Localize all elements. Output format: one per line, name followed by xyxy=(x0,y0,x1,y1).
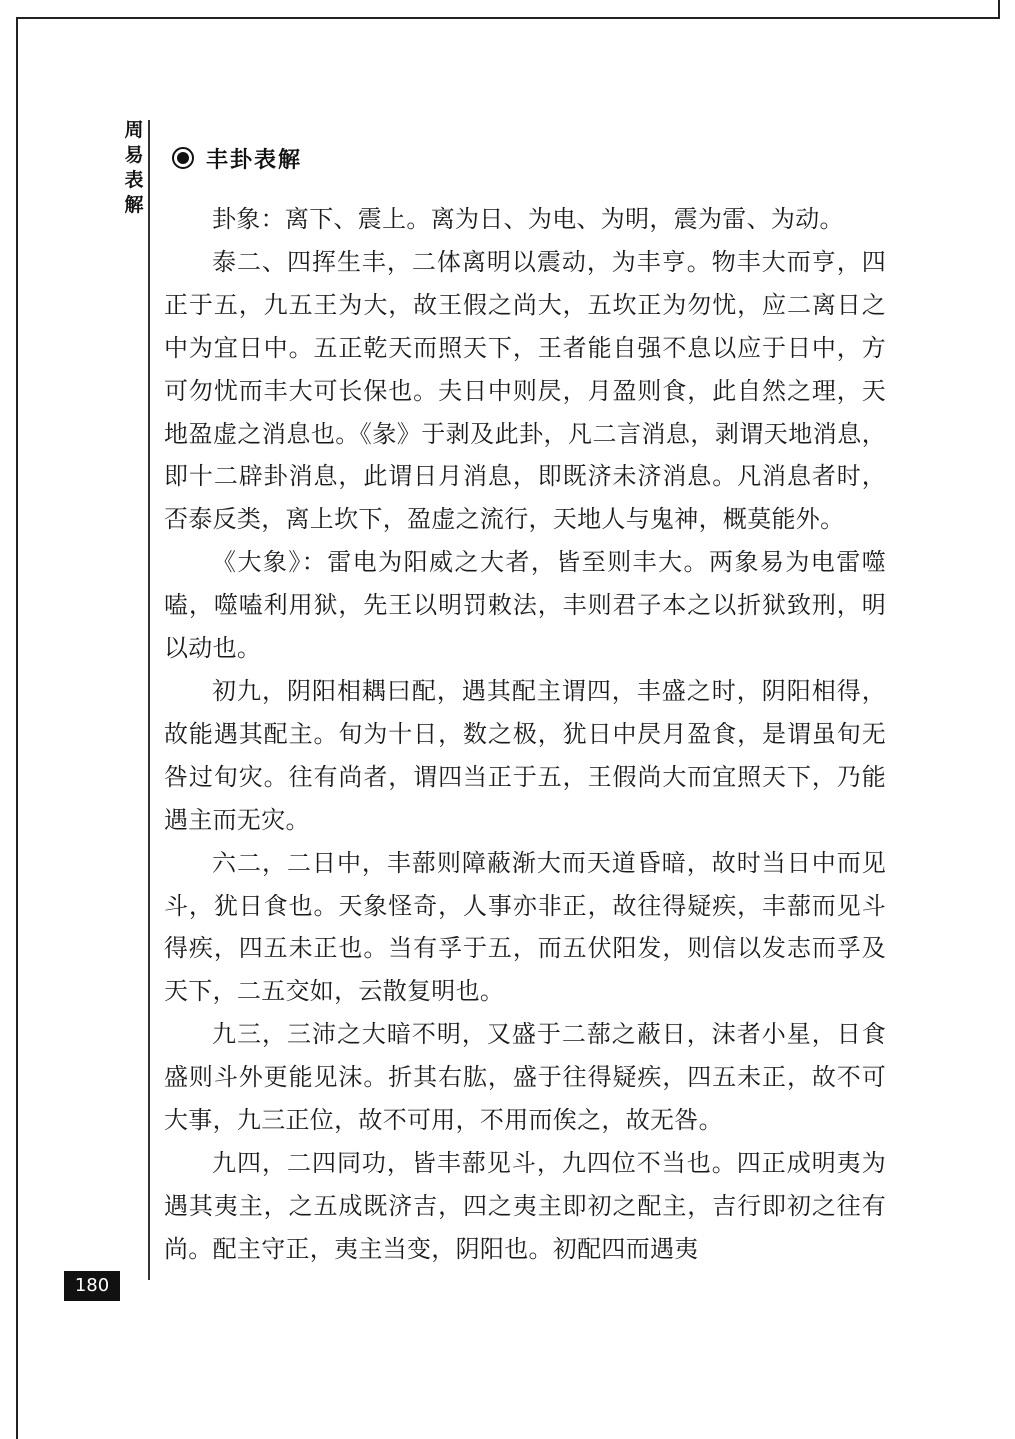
margin-rule xyxy=(148,120,150,1280)
paragraph: 泰二、四挥生丰，二体离明以震动，为丰亨。物丰大而亨，四正于五，九五王为大，故王假之尚大，五坎正为勿忧，应二离日之中为宜日中。五正乾天而照天下，王者能自强不息以应于日中，方可勿忧而丰大可长保也。夫日中则昃，月盈则食，此自然之理，天地盈虚之消息也。《彖》于剥及此卦，凡二言消息，剥谓天地消息，即十二辟卦消息，此谓日月消息，即既济未济消息。凡消息者时，否泰反类，离上坎下，盈虚之流行，天地人与鬼神，概莫能外。 xyxy=(164,247,886,534)
bullseye-bullet-icon xyxy=(172,147,194,169)
paragraph: 卦象：离下、震上。离为日、为电、为明，震为雷、为动。 xyxy=(212,205,844,233)
running-head-book-title xyxy=(122,118,146,218)
paragraph: 九四，二四同功，皆丰蔀见斗，九四位不当也。四正成明夷为遇其夷主，之五成既济吉，四之夷主即初之配主，吉行即初之往有尚。配主守正，夷主当变，阴阳也。初配四而遇夷 xyxy=(164,1148,886,1263)
page-frame-top xyxy=(16,17,1000,19)
running-head-char: 周 xyxy=(124,119,144,141)
paragraph: 初九，阴阳相耦曰配，遇其配主谓四，丰盛之时，阴阳相得，故能遇其配主。旬为十日，数之极，犹日中昃月盈食，是谓虽旬无咎过旬灾。往有尚者，谓四当正于五，王假尚大而宜照天下，乃能遇主而无灾。 xyxy=(164,676,886,834)
section-title: 丰卦表解 xyxy=(206,147,303,173)
running-head-char: 易 xyxy=(124,144,144,166)
body-text xyxy=(164,198,886,1271)
paragraph: 《大象》：雷电为阳威之大者，皆至则丰大。两象易为电雷噬嗑，噬嗑利用狱，先王以明罚敕法，丰则君子本之以折狱致刑，明以动也。 xyxy=(164,548,886,663)
page-number: 180 xyxy=(64,1271,120,1301)
running-head-char: 表 xyxy=(124,169,144,191)
page-frame-left xyxy=(16,17,18,1439)
section-heading xyxy=(172,140,302,176)
paragraph: 六二，二日中，丰蔀则障蔽渐大而天道昏暗，故时当日中而见斗，犹日食也。天象怪奇，人事亦非正，故往得疑疾，丰蔀而见斗得疾，四五未正也。当有孚于五，而五伏阳发，则信以发志而孚及天下，二五交如，云散复明也。 xyxy=(164,848,886,1006)
running-head-char: 解 xyxy=(124,194,144,216)
paragraph: 九三，三沛之大暗不明，又盛于二蔀之蔽日，沫者小星，日食盛则斗外更能见沫。折其右肱，盛于往得疑疾，四五未正，故不可大事，九三正位，故不可用，不用而俟之，故无咎。 xyxy=(164,1020,886,1135)
page-frame-corner xyxy=(998,0,1000,18)
